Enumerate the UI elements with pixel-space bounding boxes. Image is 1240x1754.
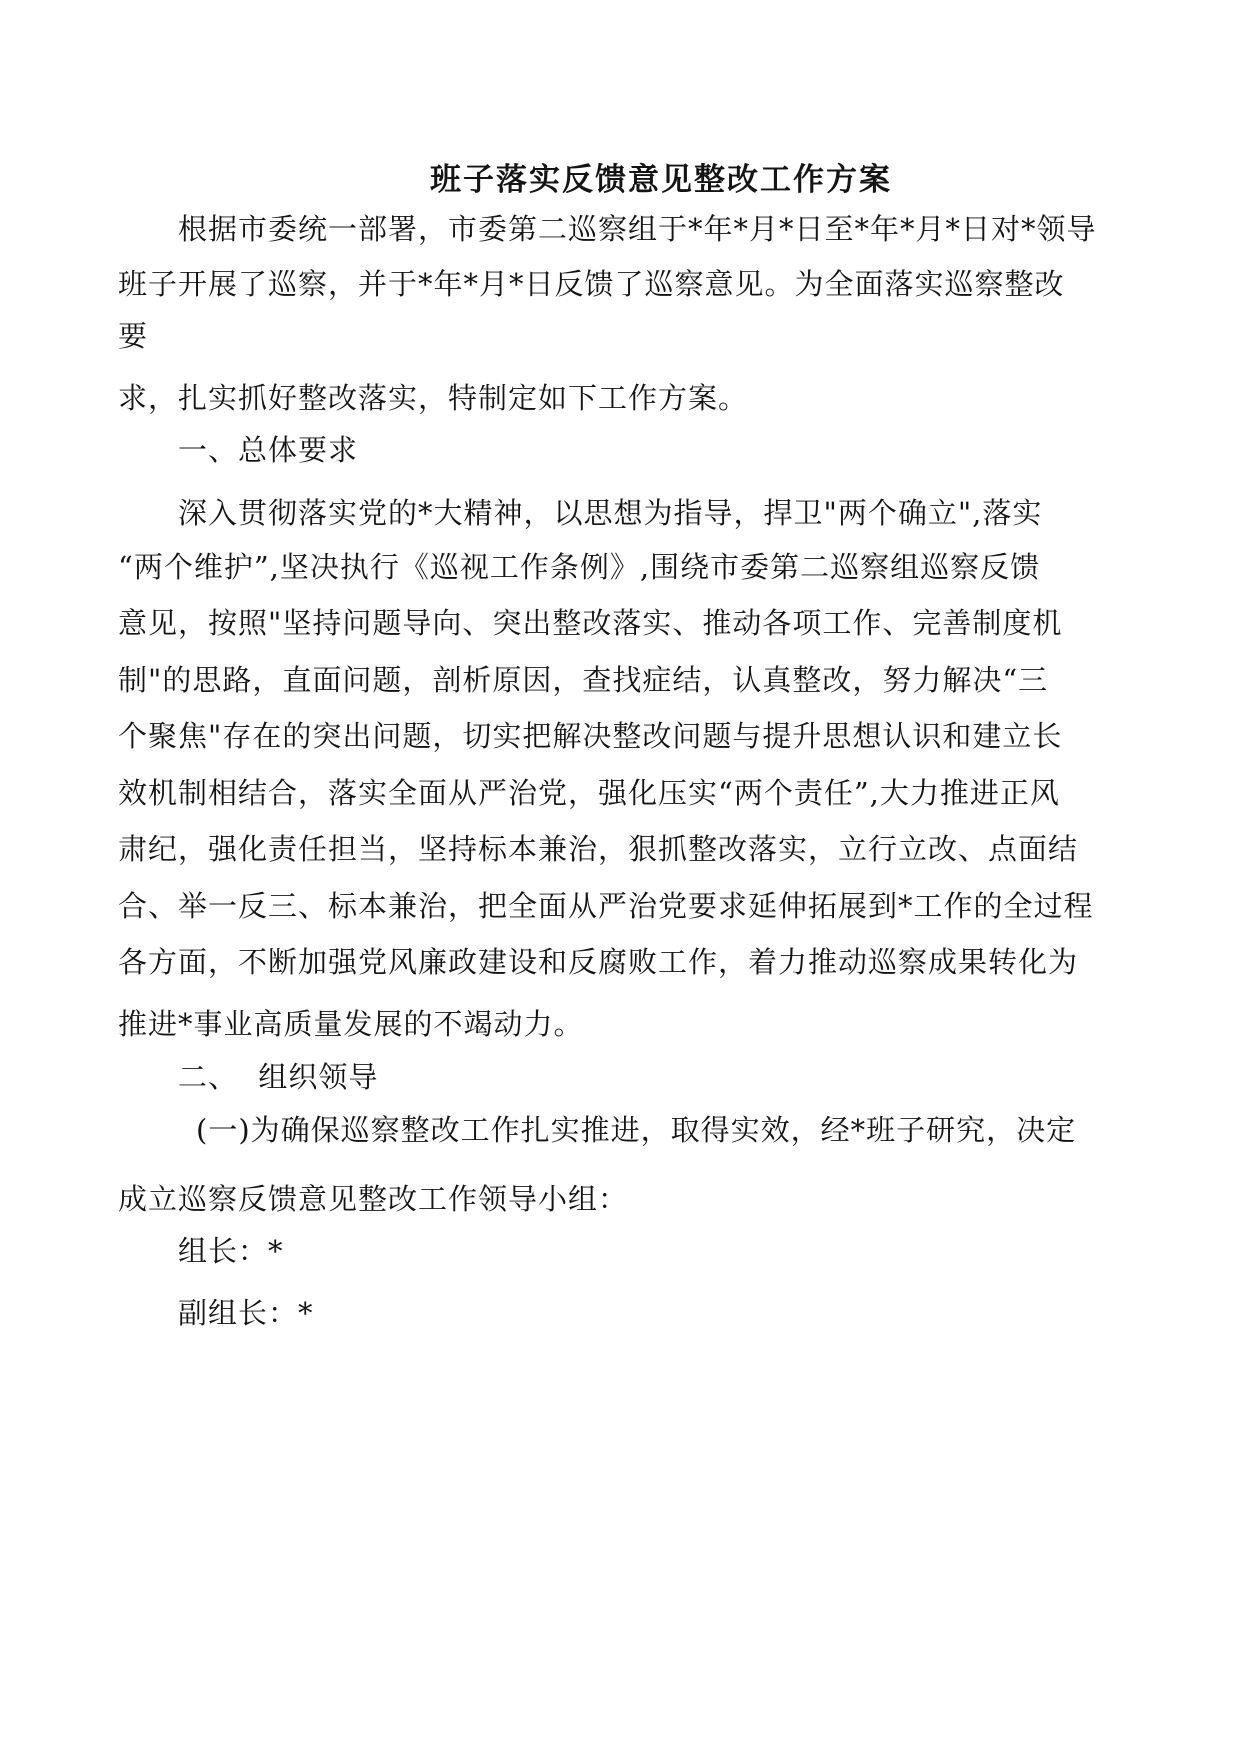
paragraph-line: 效机制相结合，落实全面从严治党，强化压实“两个责任”,大力推进正风 bbox=[118, 776, 1060, 810]
paragraph-line: 意见，按照"坚持问题导向、突出整改落实、推动各项工作、完善制度机 bbox=[118, 606, 1063, 640]
paragraph-line: 深入贯彻落实党的*大精神，以思想为指导，捍卫"两个确立",落实 bbox=[178, 496, 1043, 530]
paragraph-line: 要 bbox=[118, 319, 149, 353]
section-heading: 二、 组织领导 bbox=[178, 1060, 379, 1094]
deputy-leader-line: 副组长：* bbox=[178, 1296, 314, 1330]
paragraph-line: 肃纪，强化责任担当，坚持标本兼治，狠抓整改落实，立行立改、点面结 bbox=[118, 832, 1079, 866]
paragraph-line: 制"的思路，直面问题，剖析原因，查找症结，认真整改，努力解决“三 bbox=[118, 663, 1049, 697]
document-title: 班子落实反馈意见整改工作方案 bbox=[430, 162, 892, 198]
section-heading: 一、总体要求 bbox=[178, 433, 359, 467]
paragraph-line: (一)为确保巡察整改工作扎实推进，取得实效，经*班子研究，决定 bbox=[196, 1113, 1077, 1147]
paragraph-line: 合、举一反三、标本兼治，把全面从严治党要求延伸拓展到*工作的全过程 bbox=[118, 889, 1094, 923]
paragraph-line: 班子开展了巡察，并于*年*月*日反馈了巡察意见。为全面落实巡察整改 bbox=[118, 267, 1065, 301]
paragraph-line: 各方面，不断加强党风廉政建设和反腐败工作，着力推动巡察成果转化为 bbox=[118, 945, 1079, 979]
paragraph-line: 成立巡察反馈意见整改工作领导小组： bbox=[118, 1182, 629, 1216]
paragraph-line: 求，扎实抓好整改落实，特制定如下工作方案。 bbox=[118, 381, 749, 415]
paragraph-line: “两个维护”,坚决执行《巡视工作条例》,围绕市委第二巡察组巡察反馈 bbox=[118, 550, 1041, 584]
paragraph-line: 个聚焦"存在的突出问题，切实把解决整改问题与提升思想认识和建立长 bbox=[118, 719, 1063, 753]
paragraph-line: 根据市委统一部署，市委第二巡察组于*年*月*日至*年*月*日对*领导 bbox=[178, 212, 1097, 246]
leader-line: 组长：* bbox=[178, 1234, 284, 1268]
paragraph-line: 推进*事业高质量发展的不竭动力。 bbox=[118, 1007, 584, 1041]
